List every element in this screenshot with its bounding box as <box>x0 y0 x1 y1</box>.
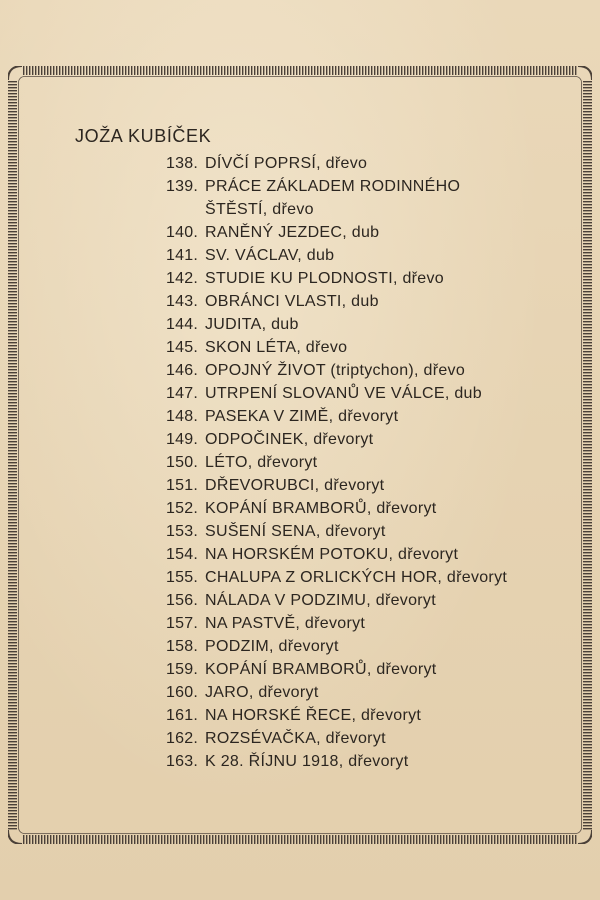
list-item <box>0 497 600 520</box>
entry-number: 157. <box>166 615 198 632</box>
entry-title: RANĚNÝ JEZDEC, dub <box>205 224 380 241</box>
entry-number: 139. <box>166 178 198 195</box>
author-name: JOŽA KUBÍČEK <box>75 126 212 146</box>
entry-number: 151. <box>166 477 198 494</box>
entry-title: PRÁCE ZÁKLADEM RODINNÉHO ŠTĚSTÍ, dřevo <box>205 178 461 218</box>
entry-title: ROZSÉVAČKA, dřevoryt <box>205 730 386 747</box>
entry-number: 153. <box>166 523 198 540</box>
list-item <box>0 520 600 543</box>
works-list <box>0 152 600 773</box>
entry-title: DŘEVORUBCI, dřevoryt <box>205 477 385 494</box>
entry-title: CHALUPA Z ORLICKÝCH HOR, dřevoryt <box>205 569 508 586</box>
entry-number: 141. <box>166 247 198 264</box>
list-item <box>0 658 600 681</box>
entry-number: 152. <box>166 500 198 517</box>
list-item <box>0 267 600 290</box>
list-item <box>0 612 600 635</box>
entry-title: K 28. ŘÍJNU 1918, dřevoryt <box>205 753 409 770</box>
entry-title: OBRÁNCI VLASTI, dub <box>205 293 379 310</box>
list-item <box>0 566 600 589</box>
entry-number: 158. <box>166 638 198 655</box>
entry-number: 161. <box>166 707 198 724</box>
list-item <box>0 704 600 727</box>
entry-title: DÍVČÍ POPRSÍ, dřevo <box>205 155 368 172</box>
list-item <box>0 175 600 221</box>
entry-title: NÁLADA V PODZIMU, dřevoryt <box>205 592 436 609</box>
list-item <box>0 221 600 244</box>
entry-title: KOPÁNÍ BRAMBORŮ, dřevoryt <box>205 500 437 517</box>
entry-title: SUŠENÍ SENA, dřevoryt <box>205 523 386 540</box>
entry-number: 148. <box>166 408 198 425</box>
entry-title: STUDIE KU PLODNOSTI, dřevo <box>205 270 444 287</box>
entry-title: PASEKA V ZIMĚ, dřevoryt <box>205 408 399 425</box>
list-item <box>0 589 600 612</box>
entry-number: 156. <box>166 592 198 609</box>
entry-title: SV. VÁCLAV, dub <box>205 247 335 264</box>
entry-number: 142. <box>166 270 198 287</box>
entry-number: 154. <box>166 546 198 563</box>
entry-number: 163. <box>166 753 198 770</box>
entry-title: PODZIM, dřevoryt <box>205 638 339 655</box>
list-item <box>0 313 600 336</box>
list-item <box>0 336 600 359</box>
entry-title: NA HORSKÉM POTOKU, dřevoryt <box>205 546 459 563</box>
entry-title: ODPOČINEK, dřevoryt <box>205 431 374 448</box>
entry-number: 159. <box>166 661 198 678</box>
list-item <box>0 635 600 658</box>
list-item <box>0 474 600 497</box>
list-item <box>0 405 600 428</box>
entry-title: SKON LÉTA, dřevo <box>205 339 348 356</box>
list-item <box>0 543 600 566</box>
entry-number: 150. <box>166 454 198 471</box>
list-item <box>0 727 600 750</box>
entry-number: 149. <box>166 431 198 448</box>
entry-number: 146. <box>166 362 198 379</box>
entry-number: 138. <box>166 155 198 172</box>
entry-title: UTRPENÍ SLOVANŮ VE VÁLCE, dub <box>205 385 482 402</box>
entry-number: 160. <box>166 684 198 701</box>
list-item <box>0 451 600 474</box>
entry-number: 143. <box>166 293 198 310</box>
entry-title: OPOJNÝ ŽIVOT (triptychon), dřevo <box>205 362 466 379</box>
list-item <box>0 244 600 267</box>
entry-title: NA HORSKÉ ŘECE, dřevoryt <box>205 707 422 724</box>
list-item <box>0 152 600 175</box>
entry-number: 140. <box>166 224 198 241</box>
entry-number: 147. <box>166 385 198 402</box>
list-item <box>0 382 600 405</box>
list-item <box>0 681 600 704</box>
entry-title: JUDITA, dub <box>205 316 299 333</box>
entry-number: 155. <box>166 569 198 586</box>
entry-title: LÉTO, dřevoryt <box>205 454 318 471</box>
list-item <box>0 750 600 773</box>
entry-title: JARO, dřevoryt <box>205 684 319 701</box>
list-item <box>0 359 600 382</box>
entry-number: 144. <box>166 316 198 333</box>
list-item <box>0 428 600 451</box>
entry-title: NA PASTVĚ, dřevoryt <box>205 615 366 632</box>
list-item <box>0 290 600 313</box>
entry-number: 162. <box>166 730 198 747</box>
entry-number: 145. <box>166 339 198 356</box>
entry-title: KOPÁNÍ BRAMBORŮ, dřevoryt <box>205 661 437 678</box>
